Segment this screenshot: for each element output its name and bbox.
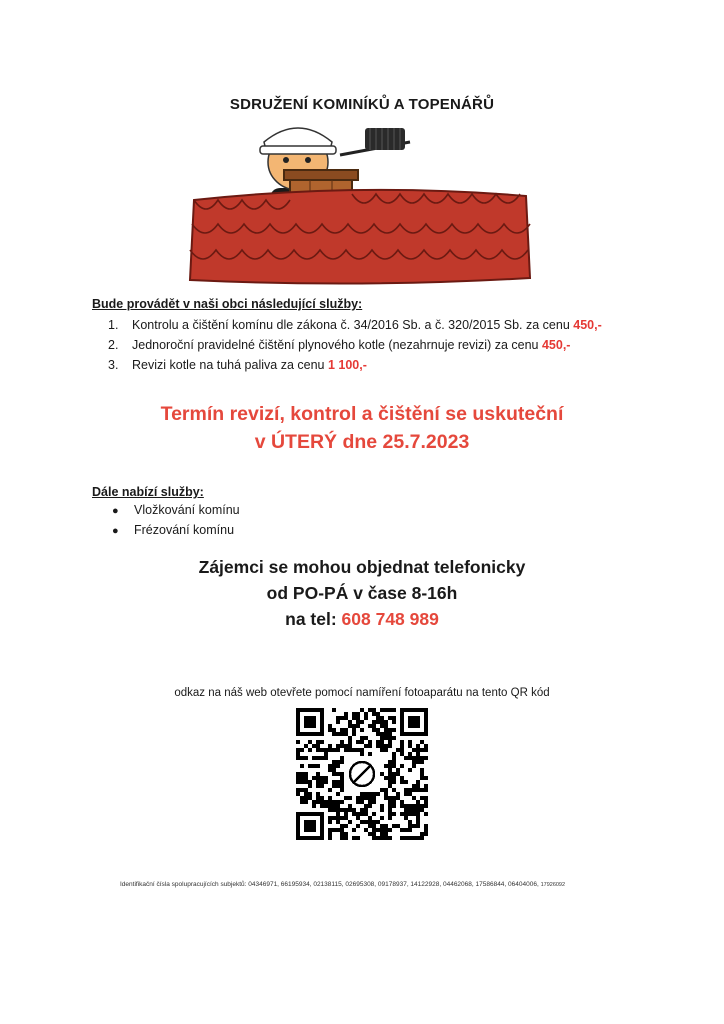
more-services-list (112, 501, 240, 541)
qr-code-icon[interactable] (296, 708, 428, 840)
footer-ids (120, 881, 620, 888)
contact-phone-line (0, 606, 724, 632)
phone-number[interactable]: 608 748 989 (341, 609, 439, 629)
contact-block (0, 554, 724, 632)
services-list (108, 315, 602, 375)
qr-center-logo-icon (348, 760, 376, 788)
service-item (108, 355, 602, 375)
more-service-text: Frézování komínu (134, 523, 235, 537)
service-text: Jednoroční pravidelné čištění plynového kotle (nezahrnuje revizi) za cenu (132, 338, 542, 352)
more-services-heading: Dále nabízí služby: (92, 485, 204, 499)
services-heading: Bude provádět v naši obci následující služby: (92, 297, 363, 311)
chimney-sweep-illustration (180, 120, 540, 290)
more-service-text: Vložkování komínu (134, 503, 240, 517)
organization-title: SDRUŽENÍ KOMINÍKŮ A TOPENÁŘŮ (229, 96, 495, 113)
bullet-icon: ● (112, 505, 119, 517)
tiled-roof (190, 190, 530, 284)
footer-last-id: 17926092 (540, 882, 566, 888)
chimney-brush-icon (340, 128, 410, 155)
list-item (112, 501, 240, 521)
service-text: Revizi kotle na tuhá paliva za cenu (132, 358, 328, 372)
term-line-1: Termín revizí, kontrol a čištění se uskuteční (160, 403, 564, 425)
service-number: 2. (108, 338, 119, 352)
contact-line-1: Zájemci se mohou objednat telefonicky (198, 557, 526, 577)
footer-text: Identifikační čísla spolupracujících subjektů: 04346971, 66195934, 02138115, 02695308, 09178937, 14122928, 04462068, 17586844, 06404006, (120, 881, 539, 888)
service-item (108, 315, 602, 335)
service-number: 1. (108, 318, 119, 332)
finder-pattern-bottom-left (296, 812, 324, 840)
finder-pattern-top-right (400, 708, 428, 736)
term-line-2: v ÚTERÝ dne 25.7.2023 (254, 431, 470, 453)
list-item (112, 521, 240, 541)
qr-note: odkaz na náš web otevřete pomocí namíření fotoaparátu na tento QR kód (174, 687, 550, 699)
term-announcement (0, 400, 724, 456)
service-text: Kontrolu a čištění komínu dle zákona č. 34/2016 Sb. a č. 320/2015 Sb. za cenu (132, 318, 574, 332)
service-price: 450,- (573, 318, 602, 332)
contact-line-2: od PO-PÁ v čase 8-16h (266, 583, 458, 603)
service-price: 450,- (541, 338, 571, 352)
bullet-icon: ● (112, 525, 119, 537)
service-price: 1 100,- (327, 358, 367, 372)
service-item (108, 335, 602, 355)
service-number: 3. (108, 358, 119, 372)
finder-pattern-top-left (296, 708, 324, 736)
phone-prefix: na tel: (285, 609, 342, 629)
